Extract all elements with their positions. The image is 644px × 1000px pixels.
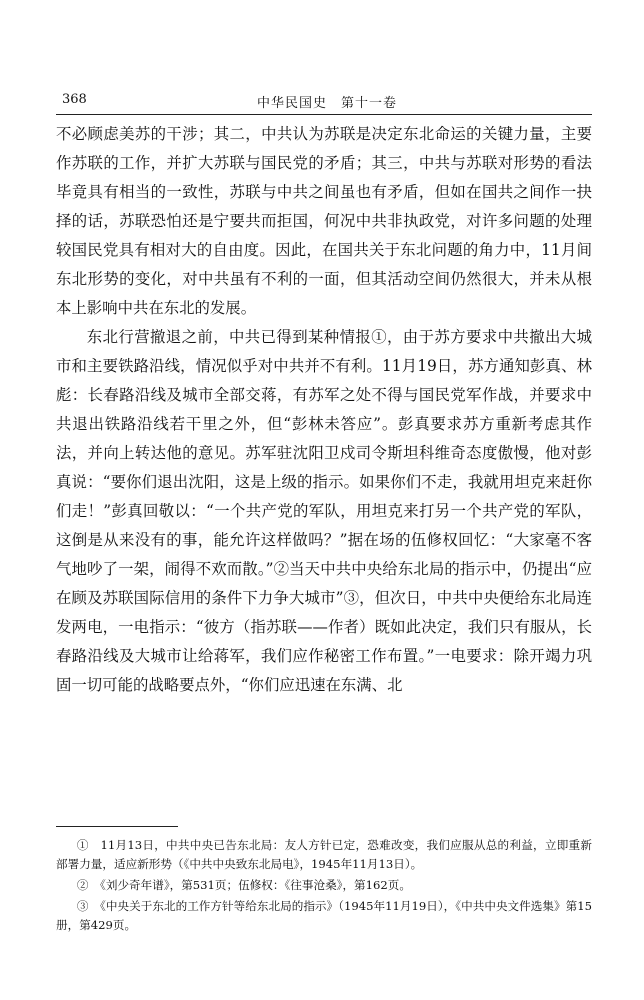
- book-title: 中华民国史 第十一卷: [256, 96, 397, 111]
- footnotes: [56, 836, 592, 937]
- footnote-rule: [56, 826, 178, 827]
- running-header: [62, 92, 592, 114]
- header-rule: [56, 114, 592, 115]
- paragraph: 东北行营撤退之前，中共已得到某种情报①，由于苏方要求中共撤出大城市和主要铁路沿线，情况似乎对中共并不有利。11月19日，苏方通知彭真、林彪：长春路沿线及城市全部交蒋，有苏军之处不得与国民党军作战，并要求中共退出铁路沿线若干里之外，但“彭林未答应”。彭真要求苏方重新考虑其作法，并向上转达他的意见。苏军驻沈阳卫戍司令斯坦科维奇态度傲慢，他对彭真说：“要你们退出沈阳，这是上级的指示。如果你们不走，我就用坦克来赶你们走！”彭真回敬以：“一个共产党的军队，用坦克来打另一个共产党的军队，这倒是从来没有的事，能允许这样做吗？”据在场的伍修权回忆：“大家毫不客气地吵了一架，闹得不欢而散。”②当天中共中央给东北局的指示中，仍提出“应在顾及苏联国际信用的条件下力争大城市”③，但次日，中共中央便给东北局连发两电，一电指示：“彼方（指苏联——作者）既如此决定，我们只有服从，长春路沿线及大城市让给蒋军，我们应作秘密工作布置。”一电要求：除开竭力巩固一切可能的战略要点外，“你们应迅速在东满、北: [56, 328, 592, 694]
- footnote: ② 《刘少奇年谱》，第531页；伍修权：《往事沧桑》，第162页。: [76, 878, 411, 892]
- footnote: ① 11月13日，中共中央已告东北局：友人方针已定，恐难改变，我们应服从总的利益，立即重新部署力量，适应新形势（《中共中央致东北局电》，1945年11月13日）。: [56, 838, 592, 871]
- page-number: 368: [62, 92, 87, 107]
- footnote: ③ 《中央关于东北的工作方针等给东北局的指示》（1945年11月19日），《中共中央文件选集》第15册，第429页。: [56, 899, 592, 932]
- body-text: [56, 120, 592, 700]
- paragraph: 不必顾虑美苏的干涉；其二，中共认为苏联是决定东北命运的关键力量，主要作苏联的工作，并扩大苏联与国民党的矛盾；其三，中共与苏联对形势的看法毕竟具有相当的一致性，苏联与中共之间虽也有矛盾，但如在国共之间作一抉择的话，苏联恐怕还是宁要共而拒国，何况中共非执政党，对许多问题的处理较国民党具有相对大的自由度。因此，在国共关于东北问题的角力中，11月间东北形势的变化，对中共虽有不利的一面，但其活动空间仍然很大，并未从根本上影响中共在东北的发展。: [56, 125, 592, 317]
